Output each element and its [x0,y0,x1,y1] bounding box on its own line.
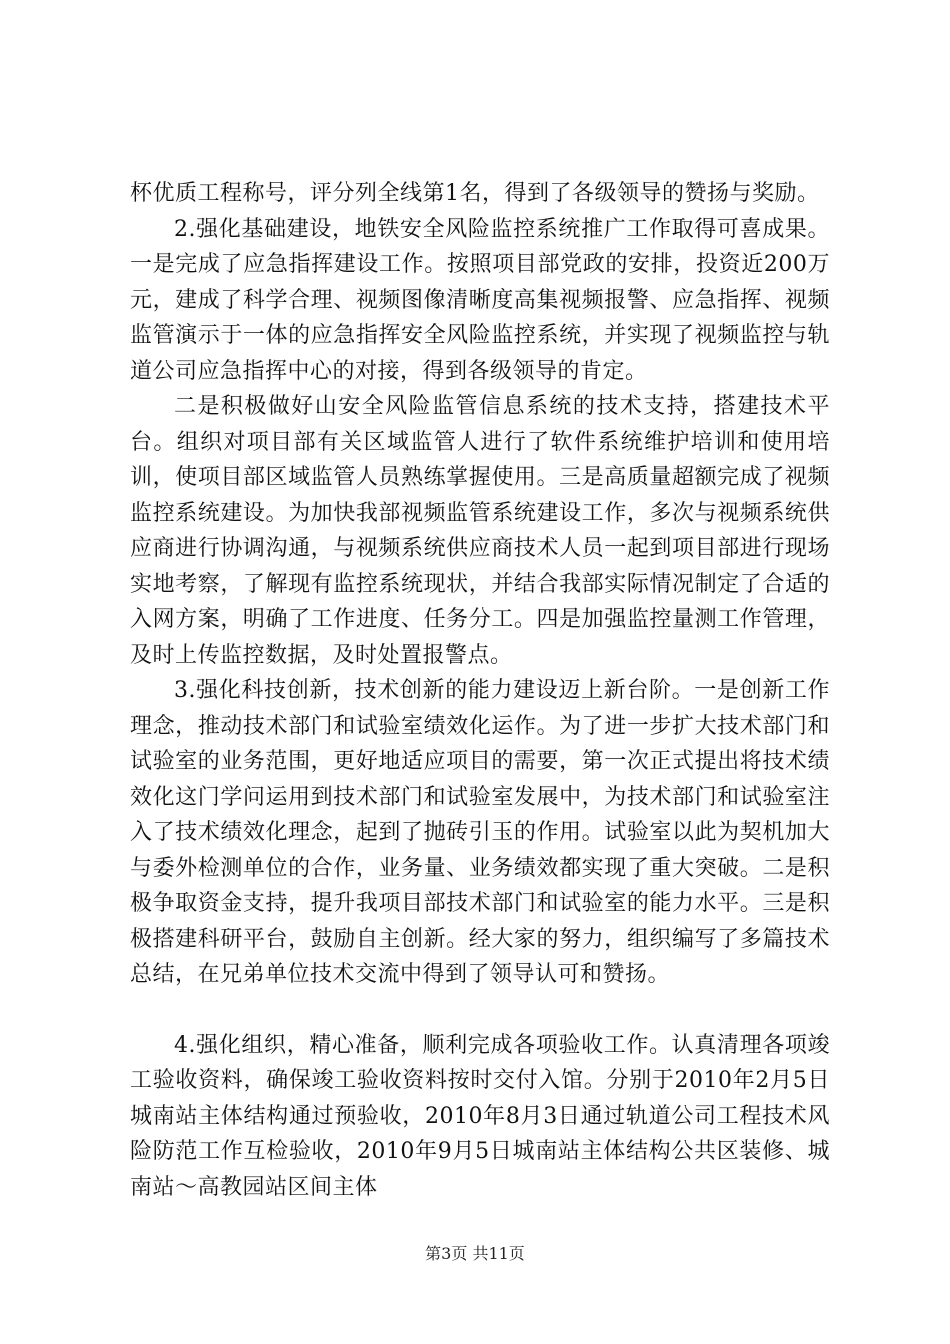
paragraph-continuation: 杯优质工程称号，评分列全线第1名，得到了各级领导的赞扬与奖励。 [130,181,820,206]
paragraph-item-2-continued: 二是积极做好山安全风险监管信息系统的技术支持，搭建技术平台。组织对项目部有关区域监管人进行了软件系统维护培训和使用培训，使项目部区域监管人员熟练掌握使用。三是高质量超额完成了视频监控系统建设。为加快我部视频监管系统建设工作，多次与视频系统供应商进行协调沟通，与视频系统供应商技术人员一起到项目部进行现场实地考察，了解现有监控系统现状，并结合我部实际情况制定了合适的入网方案，明确了工作进度、任务分工。四是加强监控量测工作管理，及时上传监控数据，及时处置报警点。 [130,394,830,668]
document-body [130,176,830,1205]
paragraph-item-2: 2.强化基础建设，地铁安全风险监控系统推广工作取得可喜成果。一是完成了应急指挥建设工作。按照项目部党政的安排，投资近200万元，建成了科学合理、视频图像清晰度高集视频报警、应急指挥、视频监管演示于一体的应急指挥安全风险监控系统，并实现了视频监控与轨道公司应急指挥中心的对接，得到各级领导的肯定。 [130,216,830,384]
page-footer: 第3页 共11页 [425,1244,525,1263]
paragraph-item-4: 4.强化组织，精心准备，顺利完成各项验收工作。认真清理各项竣工验收资料，确保竣工验收资料按时交付入馆。分别于2010年2月5日城南站主体结构通过预验收，2010年8月3日通过轨道公司工程技术风险防范工作互检验收，2010年9月5日城南站主体结构公共区装修、城南站～高教园站区间主体 [130,1032,830,1200]
paragraph-spacer [130,993,830,1028]
paragraph-item-3: 3.强化科技创新，技术创新的能力建设迈上新台阶。一是创新工作理念，推动技术部门和试验室绩效化运作。为了进一步扩大技术部门和试验室的业务范围，更好地适应项目的需要，第一次正式提出将技术绩效化这门学问运用到技术部门和试验室发展中，为技术部门和试验室注入了技术绩效化理念，起到了抛砖引玉的作用。试验室以此为契机加大与委外检测单位的合作，业务量、业务绩效都实现了重大突破。二是积极争取资金支持，提升我项目部技术部门和试验室的能力水平。三是积极搭建科研平台，鼓励自主创新。经大家的努力，组织编写了多篇技术总结，在兄弟单位技术交流中得到了领导认可和赞扬。 [130,678,830,987]
